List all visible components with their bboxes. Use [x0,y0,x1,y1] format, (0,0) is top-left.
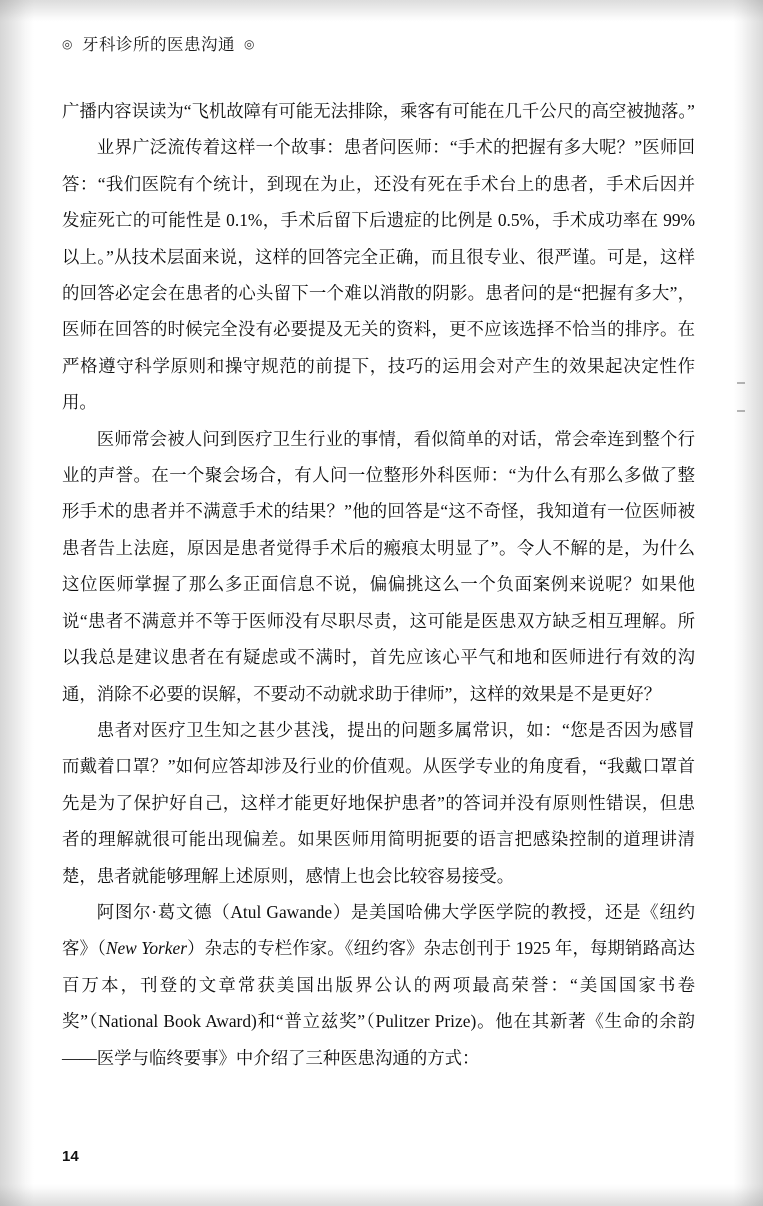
page-edge-shadow-right [733,0,763,1206]
diamond-ornament-icon: ◎ [243,37,255,51]
diamond-ornament-icon: ◎ [62,37,73,51]
paragraph: 患者对医疗卫生知之甚少甚浅，提出的问题多属常识，如：“您是否因为感冒而戴着口罩？”如何应答却涉及行业的价值观。从医学专业的角度看，“我戴口罩首先是为了保护好自己，这样才能更好地保护患者”的答词并没有原则性错误，但患者的理解就很可能出现偏差。如果医师用简明扼要的语言把感染控制的道理讲清楚，患者就能够理解上述原则，感情上也会比较容易接受。 [62,719,695,886]
running-head [62,26,702,60]
page-edge-shadow-left [0,0,34,1206]
page-number: 14 [62,1148,79,1165]
paragraph: 业界广泛流传着这样一个故事：患者问医师：“手术的把握有多大呢？”医师回答：“我们医院有个统计，到现在为止，还没有死在手术台上的患者，手术后因并发症死亡的可能性是 0.1%，手术后留下后遗症的比例是 0.5%，手术成功率在 99% 以上。”从技术层面来说，这样的回答完全正确，而且很专业、很严谨。可是，这样的回答必定会在患者的心头留下一个难以消散的阴影。患者问的是“把握有多大”，医师在回答的时候完全没有必要提及无关的资料，更不应该选择不恰当的排序。在严格遵守科学原则和操守规范的前提下，技巧的运用会对产生的效果起决定性作用。 [62,137,695,413]
page-content [62,0,702,1206]
paragraph-with-italics [62,894,695,1076]
margin-mark [737,382,745,384]
paragraph: 广播内容误读为“飞机故障有可能无法排除，乘客有可能在几千公尺的高空被抛落。” [62,101,695,121]
margin-mark [737,410,745,412]
paragraph-part-1: 阿图尔·葛文德（Atul Gawande）是美国哈佛大学医学院的教授，还是《纽约客》（ [62,901,695,959]
running-head-title: 牙科诊所的医患沟通 [81,35,235,54]
body-text [62,93,695,1076]
paragraph-part-2: ）杂志的专栏作家。《纽约客》杂志创刊于 1925 年，每期销路高达百万本，刊登的文章常获美国出版界公认的两项最高荣誉：“美国国家书卷奖”（National Book Award)和“普立兹奖”（Pulitzer Prize)。他在其新著《生命的余韵——医学与临终要事》中介绍了三种医患沟通的方式： [62,938,695,1068]
magazine-title-italic: New Yorker [105,938,187,959]
paragraph: 医师常会被人问到医疗卫生行业的事情，看似简单的对话，常会牵连到整个行业的声誉。在一个聚会场合，有人问一位整形外科医师：“为什么有那么多做了整形手术的患者并不满意手术的结果？”他的回答是“这不奇怪，我知道有一位医师被患者告上法庭，原因是患者觉得手术后的瘢痕太明显了”。令人不解的是，为什么这位医师掌握了那么多正面信息不说，偏偏挑这么一个负面案例来说呢？如果他说“患者不满意并不等于医师没有尽职尽责，这可能是医患双方缺乏相互理解。所以我总是建议患者在有疑虑或不满时，首先应该心平气和地和医师进行有效的沟通，消除不必要的误解，不要动不动就求助于律师”，这样的效果是不是更好？ [62,428,695,704]
